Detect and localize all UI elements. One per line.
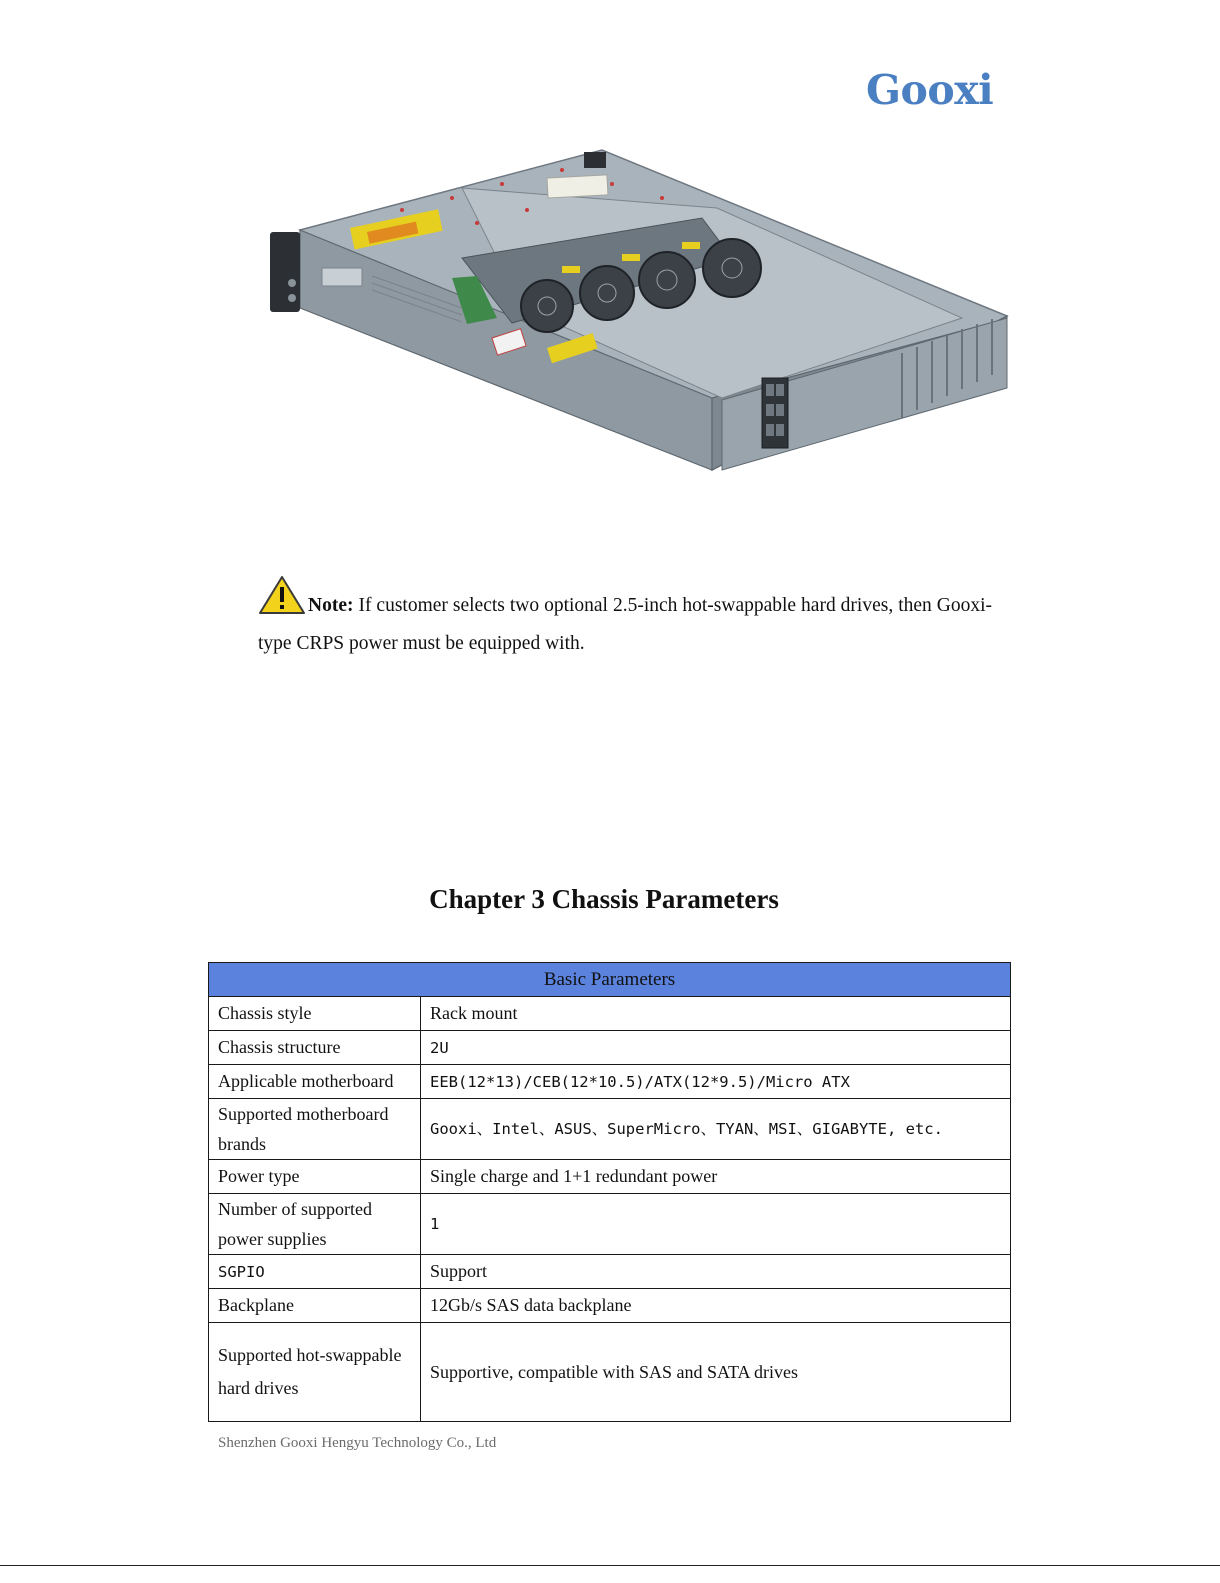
param-key: Chassis style — [209, 997, 421, 1031]
param-value: EEB(12*13)/CEB(12*10.5)/ATX(12*9.5)/Micro ATX — [421, 1065, 1011, 1099]
table-row — [209, 1323, 1011, 1422]
param-value: 1 — [421, 1194, 1011, 1255]
basic-parameters-table — [208, 962, 1011, 1422]
page-divider — [0, 1565, 1220, 1566]
param-value: Single charge and 1+1 redundant power — [421, 1160, 1011, 1194]
company-logo: Gooxi — [866, 66, 994, 114]
table-row — [209, 1255, 1011, 1289]
table-row — [209, 997, 1011, 1031]
table-row — [209, 1160, 1011, 1194]
table-row — [209, 1099, 1011, 1160]
table-row — [209, 1065, 1011, 1099]
table-row — [209, 1194, 1011, 1255]
param-key: Number of supported power supplies — [209, 1194, 421, 1255]
param-value: 12Gb/s SAS data backplane — [421, 1289, 1011, 1323]
param-key: SGPIO — [209, 1255, 421, 1289]
param-value: Gooxi、Intel、ASUS、SuperMicro、TYAN、MSI、GIGABYTE, etc. — [421, 1099, 1011, 1160]
param-value: Support — [421, 1255, 1011, 1289]
note-label: Note: — [308, 595, 354, 616]
chassis-illustration — [262, 148, 1014, 478]
chapter-title: Chapter 3 Chassis Parameters — [429, 884, 779, 914]
table-row — [209, 1289, 1011, 1323]
param-key: Supported motherboard brands — [209, 1099, 421, 1160]
param-value: 2U — [421, 1031, 1011, 1065]
param-key: Power type — [209, 1160, 421, 1194]
table-header: Basic Parameters — [209, 963, 1011, 997]
param-key: Backplane — [209, 1289, 421, 1323]
param-key: Applicable motherboard — [209, 1065, 421, 1099]
table-row — [209, 1031, 1011, 1065]
footer-company: Shenzhen Gooxi Hengyu Technology Co., Ltd — [218, 1435, 497, 1451]
param-key: Supported hot-swappable hard drives — [209, 1323, 421, 1422]
note-paragraph — [258, 575, 992, 663]
param-value: Rack mount — [421, 997, 1011, 1031]
param-key: Chassis structure — [209, 1031, 421, 1065]
note-text: If customer selects two optional 2.5-inch hot-swappable hard drives, then Gooxi-type CRPS power must be equipped with. — [258, 595, 992, 654]
warning-icon — [258, 575, 306, 615]
param-value: Supportive, compatible with SAS and SATA drives — [421, 1323, 1011, 1422]
